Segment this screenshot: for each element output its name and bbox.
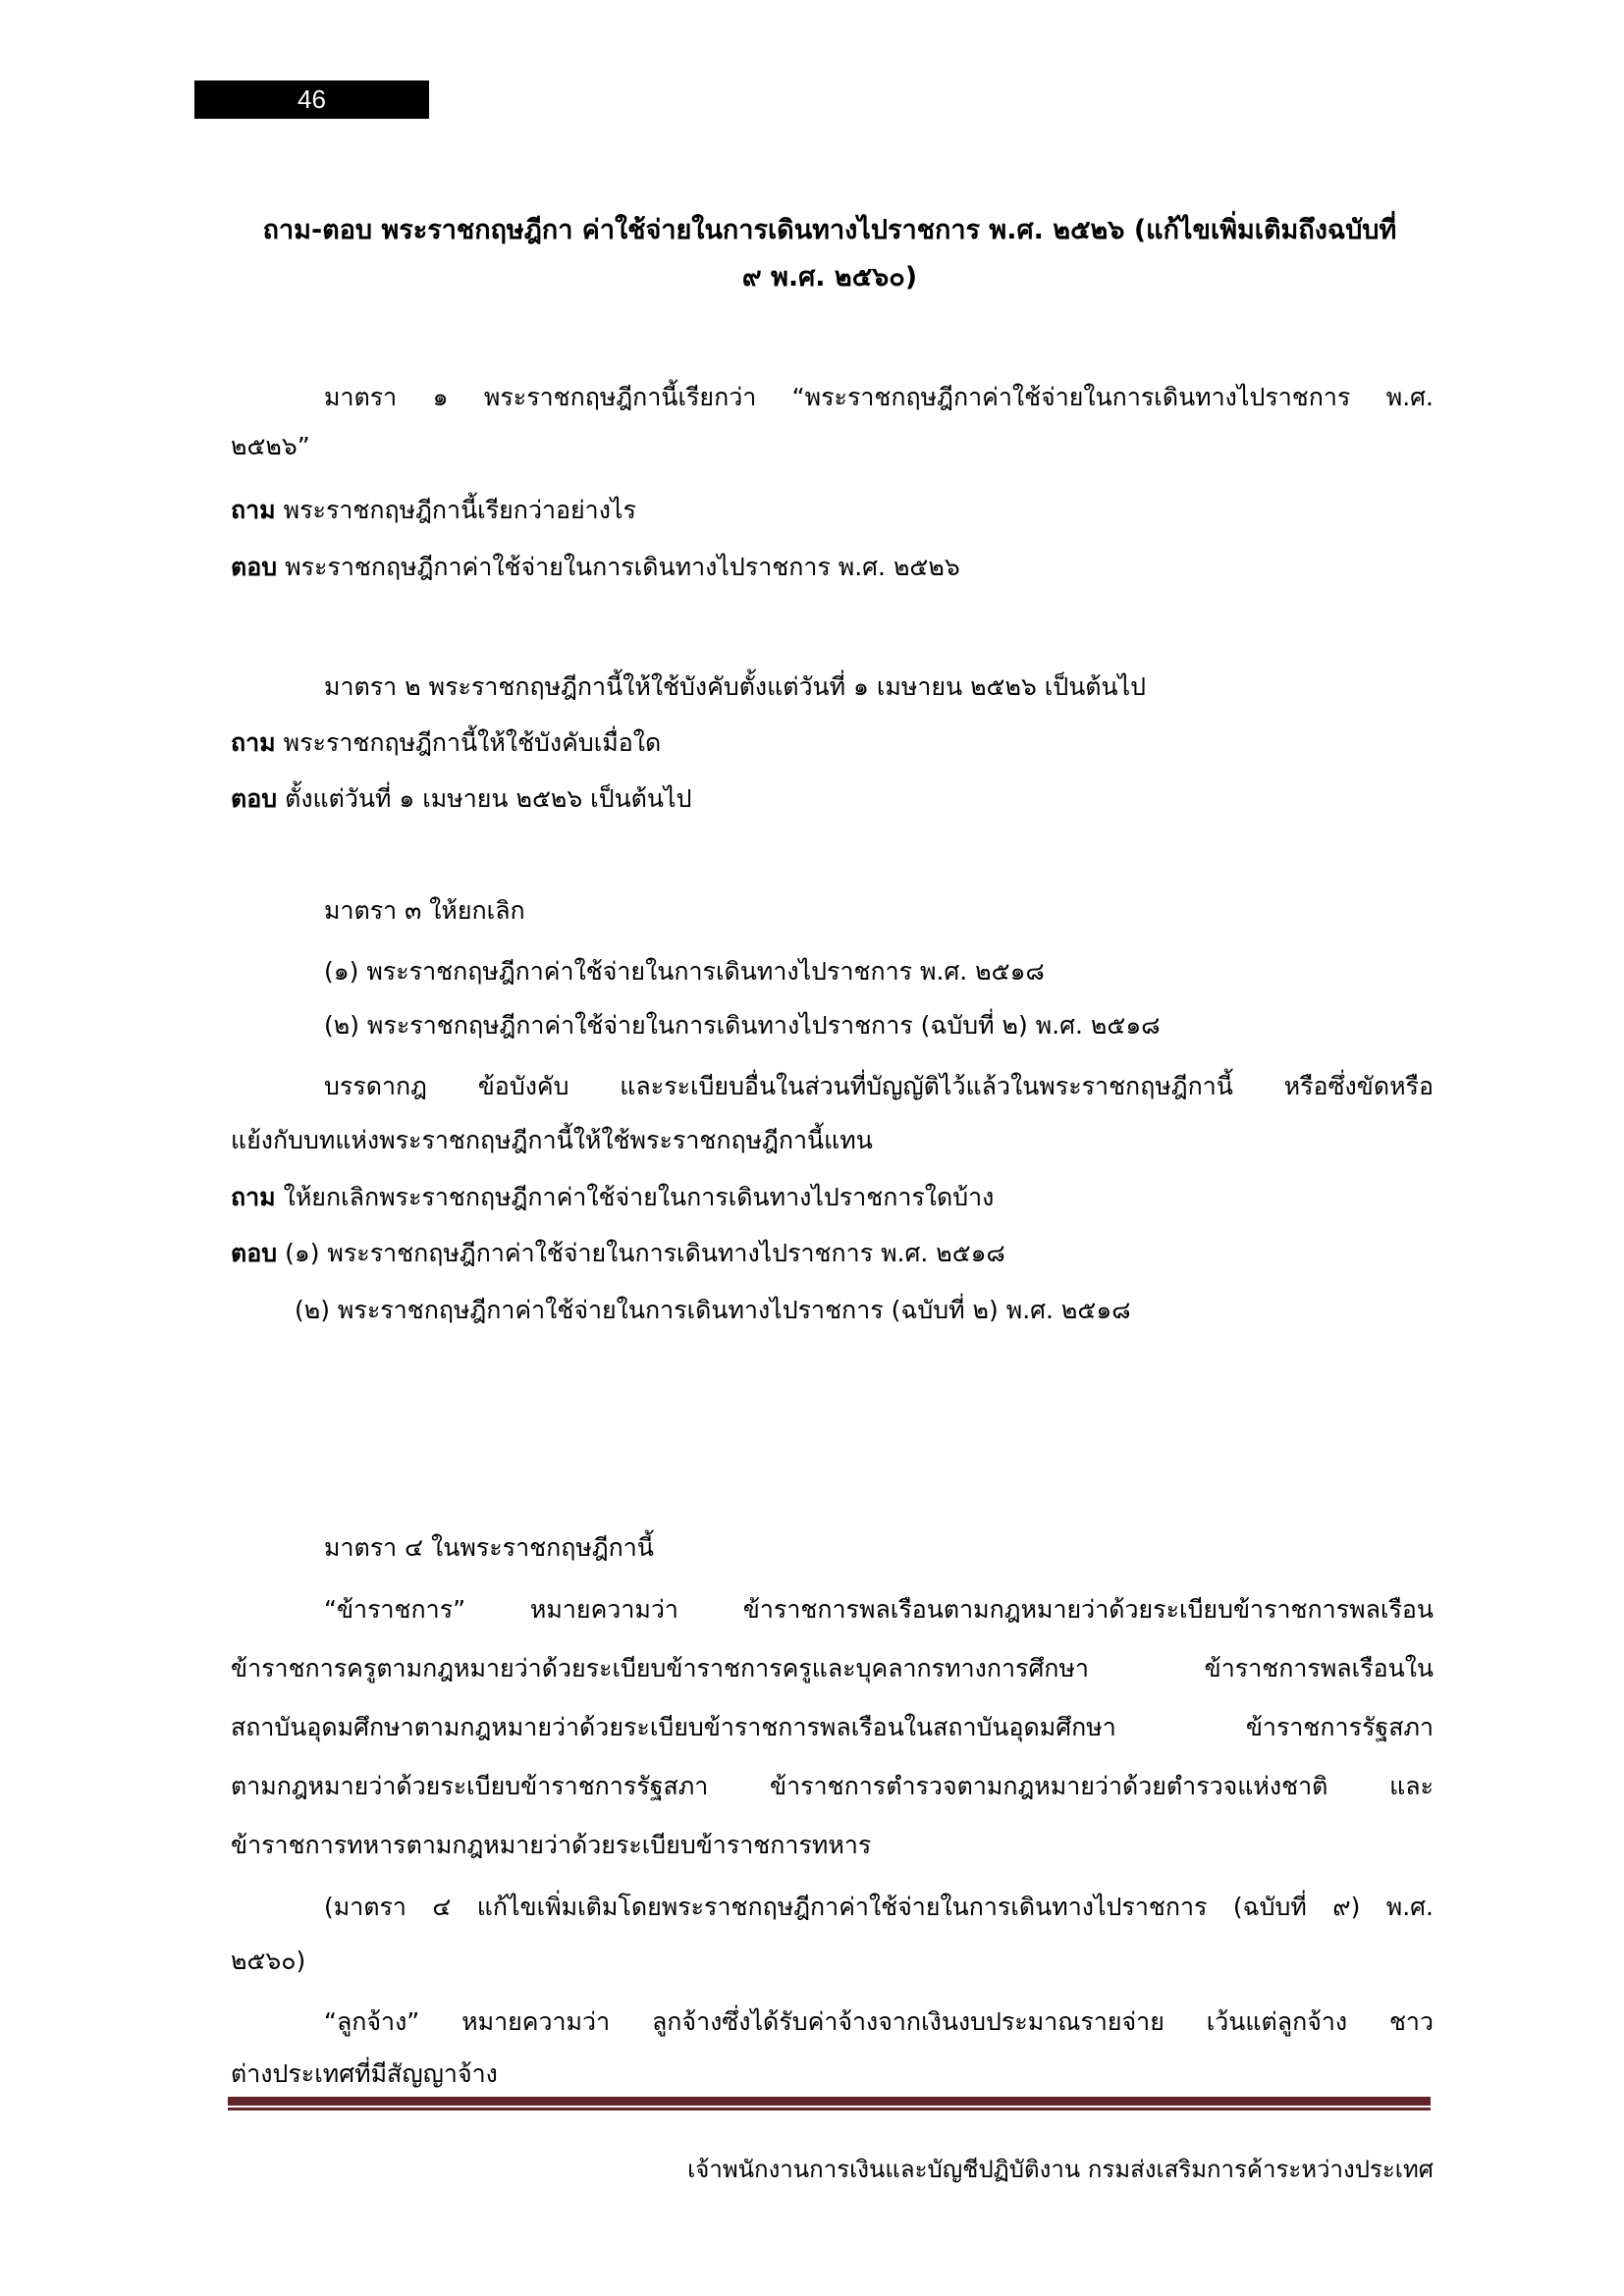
document-title-line-2: ๙ พ.ศ. ๒๕๖๐) [741,262,918,293]
section4-def1-line4: ตามกฎหมายว่าด้วยระเบียบข้าราชการรัฐสภา ข้าราชการตำรวจตามกฎหมายว่าด้วยตำรวจแห่งชาติ และ [231,1772,1434,1800]
question-text: ให้ยกเลิกพระราชกฤษฎีกาค่าใช้จ่ายในการเดินทางไปราชการใดบ้าง [283,1183,995,1211]
section4-def1-line1: “ข้าราชการ” หมายความว่า ข้าราชการพลเรือนตามกฎหมายว่าด้วยระเบียบข้าราชการพลเรือน [324,1595,1434,1624]
question-label: ถาม [231,1183,276,1211]
question-text: พระราชกฤษฎีกานี้ให้ใช้บังคับเมื่อใด [283,728,662,757]
answer-text: พระราชกฤษฎีกาค่าใช้จ่ายในการเดินทางไปราชการ พ.ศ. ๒๕๒๖ [285,553,960,581]
section4-def2-line1: “ลูกจ้าง” หมายความว่า ลูกจ้างซึ่งได้รับค่าจ้างจากเงินงบประมาณรายจ่าย เว้นแต่ลูกจ้าง ชาว [324,2007,1434,2036]
footer-rule-thick [228,2097,1431,2106]
section3-item1: (๑) พระราชกฤษฎีกาค่าใช้จ่ายในการเดินทางไปราชการ พ.ศ. ๒๕๑๘ [324,957,1045,986]
section4-def2-line2: ต่างประเทศที่มีสัญญาจ้าง [231,2059,498,2088]
section1-answer [231,548,1434,587]
section2-text: มาตรา ๒ พระราชกฤษฎีกานี้ให้ใช้บังคับตั้งแต่วันที่ ๑ เมษายน ๒๕๒๖ เป็นต้นไป [324,672,1147,701]
answer-label: ตอบ [231,1239,278,1267]
section3-answer-item2: (๒) พระราชกฤษฎีกาค่าใช้จ่ายในการเดินทางไปราชการ (ฉบับที่ ๒) พ.ศ. ๒๕๑๘ [295,1296,1131,1324]
section4-amend-line1: (มาตรา ๔ แก้ไขเพิ่มเติมโดยพระราชกฤษฎีกาค่าใช้จ่ายในการเดินทางไปราชการ (ฉบับที่ ๙) พ.ศ. [324,1893,1434,1921]
section3-question [231,1178,1434,1217]
footer-rule-thin [228,2108,1431,2110]
section1-question [231,491,1434,530]
section4-def1-line3: สถาบันอุดมศึกษาตามกฎหมายว่าด้วยระเบียบข้าราชการพลเรือนในสถาบันอุดมศึกษา ข้าราชการรัฐสภา [231,1713,1434,1741]
section4-amend-line2: ๒๕๖๐) [231,1947,306,1975]
section1-text-line2: ๒๕๒๖” [231,432,310,460]
section3-item2: (๒) พระราชกฤษฎีกาค่าใช้จ่ายในการเดินทางไปราชการ (ฉบับที่ ๒) พ.ศ. ๒๕๑๘ [324,1011,1161,1040]
section3-para-line2: แย้งกับบทแห่งพระราชกฤษฎีกานี้ให้ใช้พระราชกฤษฎีกานี้แทน [231,1126,873,1154]
page-number-badge [194,80,429,119]
section3-heading: มาตรา ๓ ให้ยกเลิก [324,896,525,925]
section2-answer [231,779,1434,819]
question-label: ถาม [231,496,276,524]
section3-para-line1: บรรดากฎ ข้อบังคับ และระเบียบอื่นในส่วนที่บัญญัติไว้แล้วในพระราชกฤษฎีกานี้ หรือซึ่งขัดหรือ [324,1072,1434,1100]
section4-heading: มาตรา ๔ ในพระราชกฤษฎีกานี้ [324,1533,654,1562]
answer-item1: (๑) พระราชกฤษฎีกาค่าใช้จ่ายในการเดินทางไปราชการ พ.ศ. ๒๕๑๘ [285,1239,1005,1267]
section3-answer [231,1234,1434,1273]
footer-text: เจ้าพนักงานการเงินและบัญชีปฏิบัติงาน กรมส่งเสริมการค้าระหว่างประเทศ [687,2156,1434,2183]
section2-question [231,723,1434,763]
answer-text: ตั้งแต่วันที่ ๑ เมษายน ๒๕๒๖ เป็นต้นไป [285,784,692,813]
section1-text-line1: มาตรา ๑ พระราชกฤษฎีกานี้เรียกว่า “พระราชกฤษฎีกาค่าใช้จ่ายในการเดินทางไปราชการ พ.ศ. [324,383,1434,411]
answer-label: ตอบ [231,784,278,813]
section4-def1-line5: ข้าราชการทหารตามกฎหมายว่าด้วยระเบียบข้าราชการทหาร [231,1831,872,1859]
page-number: 46 [298,84,326,114]
document-title-line-1: ถาม-ตอบ พระราชกฤษฎีกา ค่าใช้จ่ายในการเดินทางไปราชการ พ.ศ. ๒๕๒๖ (แก้ไขเพิ่มเติมถึงฉบับที่ [262,215,1397,245]
section4-def1-line2: ข้าราชการครูตามกฎหมายว่าด้วยระเบียบข้าราชการครูและบุคลากรทางการศึกษา ข้าราชการพลเรือนใน [231,1654,1434,1682]
answer-label: ตอบ [231,553,278,581]
question-label: ถาม [231,728,276,757]
question-text: พระราชกฤษฎีกานี้เรียกว่าอย่างไร [283,496,636,524]
